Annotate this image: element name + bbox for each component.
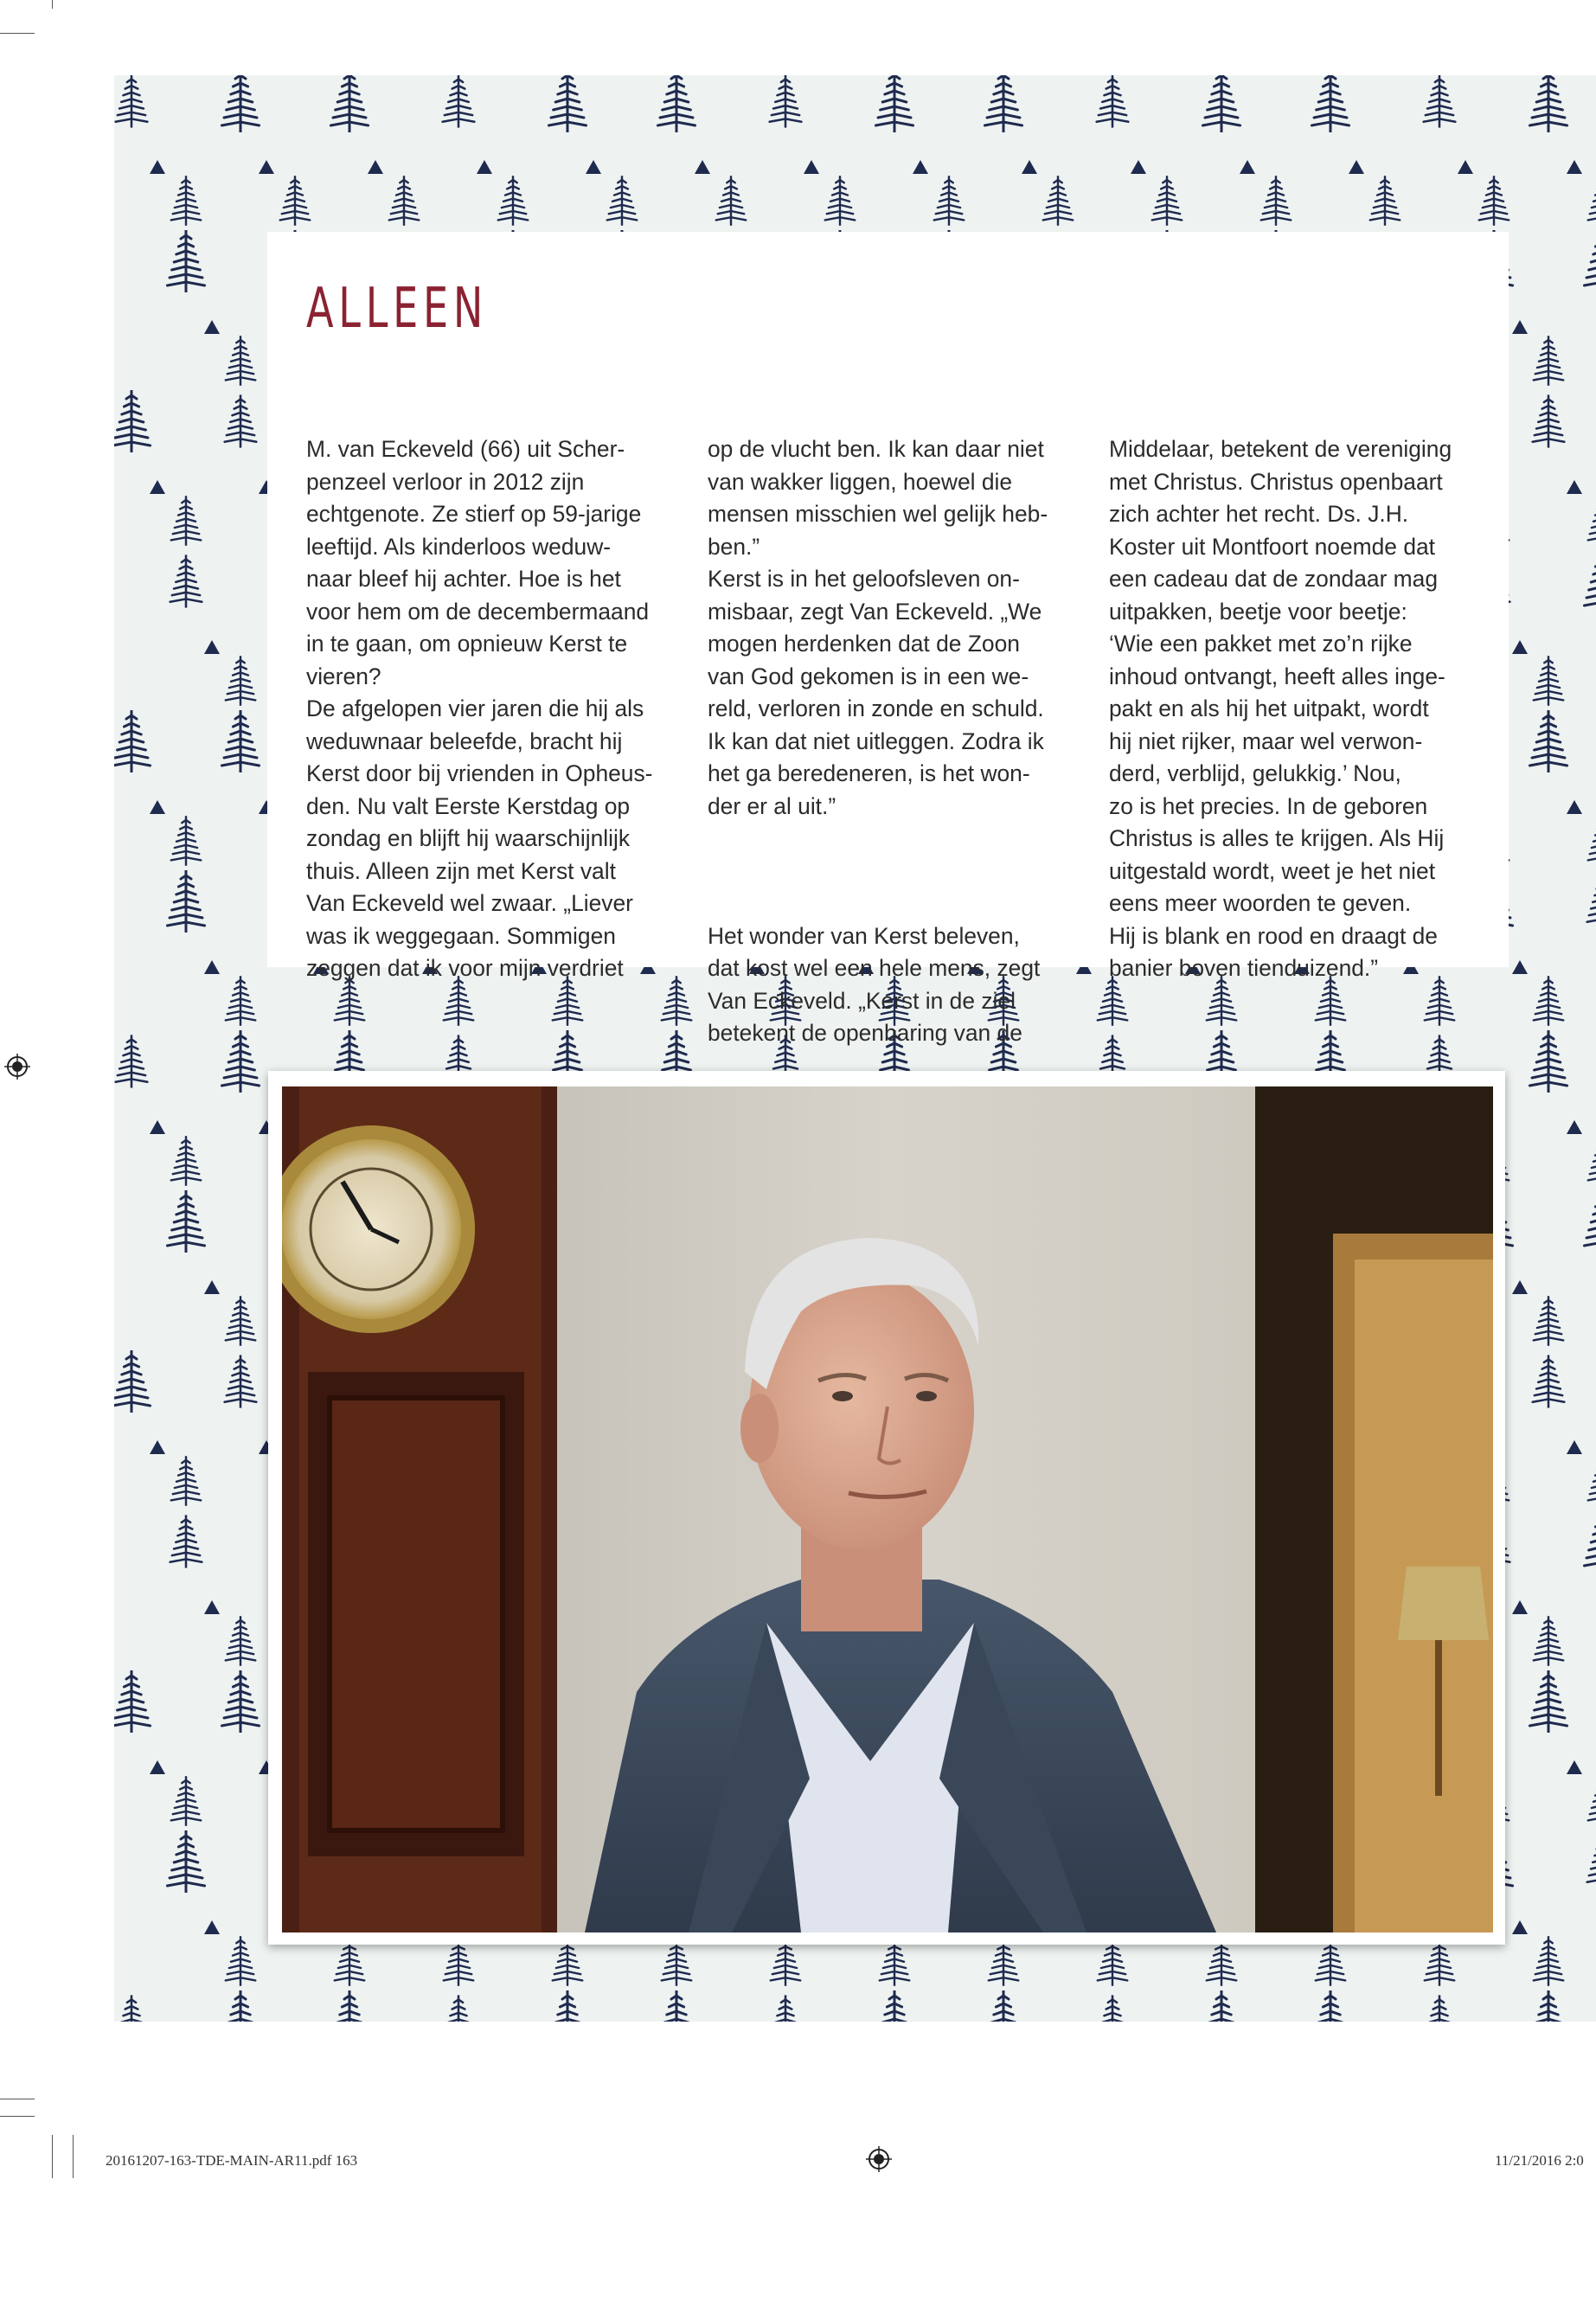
tree-icon xyxy=(114,1350,151,1413)
tree-icon xyxy=(1534,336,1564,386)
tree-icon xyxy=(226,976,256,1026)
small-tree-icon xyxy=(1240,160,1255,174)
tree-icon xyxy=(171,1456,202,1506)
small-tree-icon xyxy=(150,1440,165,1454)
tree-icon xyxy=(1534,1936,1564,1986)
tree-icon xyxy=(171,496,202,546)
tree-icon xyxy=(1588,816,1596,866)
small-tree-icon xyxy=(1567,1760,1582,1774)
tree-icon xyxy=(114,710,151,772)
small-tree-icon xyxy=(1512,320,1528,334)
tree-icon xyxy=(1152,176,1183,226)
tree-icon xyxy=(167,1830,204,1893)
tree-icon xyxy=(1202,75,1240,132)
text-column-2 xyxy=(708,369,1080,1115)
small-tree-icon xyxy=(1567,480,1582,494)
tree-icon xyxy=(1479,176,1509,226)
small-tree-icon xyxy=(1512,1600,1528,1614)
small-tree-icon xyxy=(1567,160,1582,174)
small-tree-icon xyxy=(150,800,165,814)
tree-icon xyxy=(443,1995,475,2022)
tree-icon xyxy=(934,176,965,226)
small-tree-icon xyxy=(150,1120,165,1134)
footer-slug-right: 11/21/2016 2:0 xyxy=(1495,2152,1584,2169)
tree-icon xyxy=(171,176,202,226)
tree-icon xyxy=(1588,1776,1596,1826)
tree-icon xyxy=(657,1990,695,2022)
text-column-3 xyxy=(1109,369,1481,1050)
tree-icon xyxy=(171,1776,202,1826)
small-tree-icon xyxy=(259,160,274,174)
tree-icon xyxy=(875,75,913,132)
tree-icon xyxy=(1587,875,1596,927)
tree-icon xyxy=(171,816,202,866)
tree-icon xyxy=(1534,1616,1564,1666)
tree-icon xyxy=(875,1990,913,2022)
small-tree-icon xyxy=(1022,160,1037,174)
small-tree-icon xyxy=(1512,960,1528,974)
small-tree-icon xyxy=(204,1600,220,1614)
tree-icon xyxy=(1588,1136,1596,1186)
tree-icon xyxy=(1043,176,1074,226)
small-tree-icon xyxy=(204,1280,220,1294)
small-tree-icon xyxy=(368,160,383,174)
crop-mark xyxy=(52,0,53,9)
crop-mark xyxy=(0,2116,35,2117)
small-tree-icon xyxy=(204,640,220,654)
tree-icon xyxy=(1529,1990,1567,2022)
tree-icon xyxy=(657,75,695,132)
paragraph: M. van Eckeveld (66) uit Scher- penzeel verloor in 2012 zijn echtgenote. Ze stierf op 59-jarige leeftijd. Als kinderloos weduw- naar bleef hij achter. Hoe is het voor hem om de decembermaand in te gaan, om opnieuw Kerst te vieren? De afgelopen vier jaren die hij als weduwnaar beleefde, bracht hij Kerst door bij vrienden in Opheus- den. Nu valt Eerste Kerstdag op zondag en blijft hij waarschijnlijk thuis. Alleen zijn met Kerst valt Van Eckeveld wel zwaar. „Liever was ik weggegaan. Sommigen zeggen dat ik voor mijn verdriet xyxy=(306,436,653,981)
tree-icon xyxy=(221,1670,259,1733)
tree-icon xyxy=(1529,1670,1567,1733)
text-column-1 xyxy=(306,369,678,1050)
small-tree-icon xyxy=(204,1920,220,1934)
tree-icon xyxy=(1529,75,1567,132)
tree-icon xyxy=(607,176,638,226)
tree-icon xyxy=(1202,1990,1240,2022)
tree-icon xyxy=(225,394,257,447)
small-tree-icon xyxy=(1349,160,1364,174)
tree-icon xyxy=(1534,656,1564,706)
tree-icon xyxy=(443,75,475,128)
tree-icon xyxy=(1588,176,1596,226)
tree-icon xyxy=(548,1990,586,2022)
article-heading: ALLEEN xyxy=(306,277,489,341)
tree-icon xyxy=(1533,1355,1565,1407)
tree-icon xyxy=(770,75,802,128)
small-tree-icon xyxy=(586,160,601,174)
tree-icon xyxy=(221,1990,259,2022)
small-tree-icon xyxy=(1567,800,1582,814)
tree-icon xyxy=(1588,1456,1596,1506)
tree-icon xyxy=(1533,394,1565,447)
tree-icon xyxy=(116,75,148,128)
small-tree-icon xyxy=(1567,1120,1582,1134)
small-tree-icon xyxy=(204,960,220,974)
small-tree-icon xyxy=(1512,1920,1528,1934)
tree-icon xyxy=(1584,230,1596,292)
tree-icon xyxy=(825,176,856,226)
tree-icon xyxy=(221,710,259,772)
tree-icon xyxy=(1587,1835,1596,1888)
tree-icon xyxy=(167,870,204,933)
tree-icon xyxy=(114,390,151,452)
tree-icon xyxy=(1424,1995,1456,2022)
tree-icon xyxy=(225,1355,257,1407)
crop-mark xyxy=(52,2135,53,2178)
tree-icon xyxy=(116,1995,148,2022)
tree-icon xyxy=(389,176,420,226)
tree-icon xyxy=(498,176,529,226)
tree-icon xyxy=(1584,1190,1596,1253)
paragraph: Middelaar, betekent de vereniging met Christus. Christus openbaart zich achter het recht. Ds. J.H. Koster uit Montfoort noemde dat een cadeau dat de zondaar mag uitpakken, beetje voor beetje: ‘Wie een pakket met zo’n rijke inhoud ontvangt, heeft alles inge- pakt en als hij het uitpakt, wordt hij niet rijker, maar wel verwon- derd, verblijd, gelukkig.’ Nou, zo is het precies. In de geboren Christus is alles te krijgen. Als Hij uitgestald wordt, weet je het niet eens meer woorden te geven. Hij is blank en rood en draagt de banier boven tienduizend.” xyxy=(1109,436,1452,981)
tree-icon xyxy=(226,656,256,706)
tree-icon xyxy=(1311,75,1349,132)
small-tree-icon xyxy=(204,320,220,334)
tree-icon xyxy=(167,230,204,292)
tree-icon xyxy=(1370,176,1401,226)
tree-icon xyxy=(330,1990,368,2022)
tree-icon xyxy=(1534,976,1564,1026)
tree-icon xyxy=(1097,75,1129,128)
tree-icon xyxy=(221,75,259,132)
small-tree-icon xyxy=(477,160,492,174)
tree-icon xyxy=(226,1936,256,1986)
tree-icon xyxy=(1588,496,1596,546)
small-tree-icon xyxy=(1567,1440,1582,1454)
tree-icon xyxy=(330,75,368,132)
tree-icon xyxy=(226,1296,256,1346)
tree-icon xyxy=(770,1995,802,2022)
small-tree-icon xyxy=(695,160,710,174)
photo-frame xyxy=(268,1071,1505,1945)
tree-icon xyxy=(280,176,311,226)
small-tree-icon xyxy=(150,480,165,494)
tree-icon xyxy=(226,336,256,386)
small-tree-icon xyxy=(913,160,928,174)
paragraph: Het wonder van Kerst beleven, dat kost wel een hele mens, zegt Van Eckeveld. „Kerst in de ziel betekent de openbaring van de xyxy=(708,922,1041,1046)
tree-icon xyxy=(984,1990,1022,2022)
small-tree-icon xyxy=(1458,160,1473,174)
paragraph: op de vlucht ben. Ik kan daar niet van wakker liggen, hoewel die mensen misschien wel gelijk heb- ben.” Kerst is in het geloofsleven on- misbaar, zegt Van Eckeveld. „We mogen herdenken dat de Zoon van God gekomen is in een we- reld, verloren in zonde en schuld. Ik kan dat niet uitleggen. Zodra ik het ga beredeneren, is het won- der er al uit.” xyxy=(708,436,1048,819)
tree-icon xyxy=(548,75,586,132)
crop-mark xyxy=(0,33,35,34)
tree-icon xyxy=(1529,1030,1567,1093)
article-panel xyxy=(267,232,1509,1046)
small-tree-icon xyxy=(150,160,165,174)
tree-icon xyxy=(1584,1510,1596,1573)
tree-icon xyxy=(170,1515,202,1567)
tree-icon xyxy=(171,1136,202,1186)
registration-mark-icon xyxy=(4,1054,30,1080)
tree-icon xyxy=(1584,550,1596,612)
tree-icon xyxy=(221,1030,259,1093)
tree-icon xyxy=(1534,1296,1564,1346)
small-tree-icon xyxy=(150,1760,165,1774)
small-tree-icon xyxy=(1512,640,1528,654)
tree-icon xyxy=(167,1190,204,1253)
person-portrait-icon xyxy=(282,1086,1493,1932)
tree-icon xyxy=(114,1670,151,1733)
footer-slug-left: 20161207-163-TDE-MAIN-AR11.pdf 163 xyxy=(106,2152,358,2169)
tree-icon xyxy=(1261,176,1292,226)
small-tree-icon xyxy=(1131,160,1146,174)
tree-icon xyxy=(1311,1990,1349,2022)
small-tree-icon xyxy=(1512,1280,1528,1294)
tree-icon xyxy=(984,75,1022,132)
tree-icon xyxy=(1424,75,1456,128)
tree-icon xyxy=(716,176,747,226)
registration-mark-icon xyxy=(866,2146,892,2172)
tree-icon xyxy=(1097,1995,1129,2022)
small-tree-icon xyxy=(804,160,819,174)
tree-icon xyxy=(1529,710,1567,772)
crop-mark xyxy=(73,2135,74,2178)
tree-icon xyxy=(170,554,202,607)
tree-icon xyxy=(226,1616,256,1666)
tree-icon xyxy=(116,1035,148,1087)
